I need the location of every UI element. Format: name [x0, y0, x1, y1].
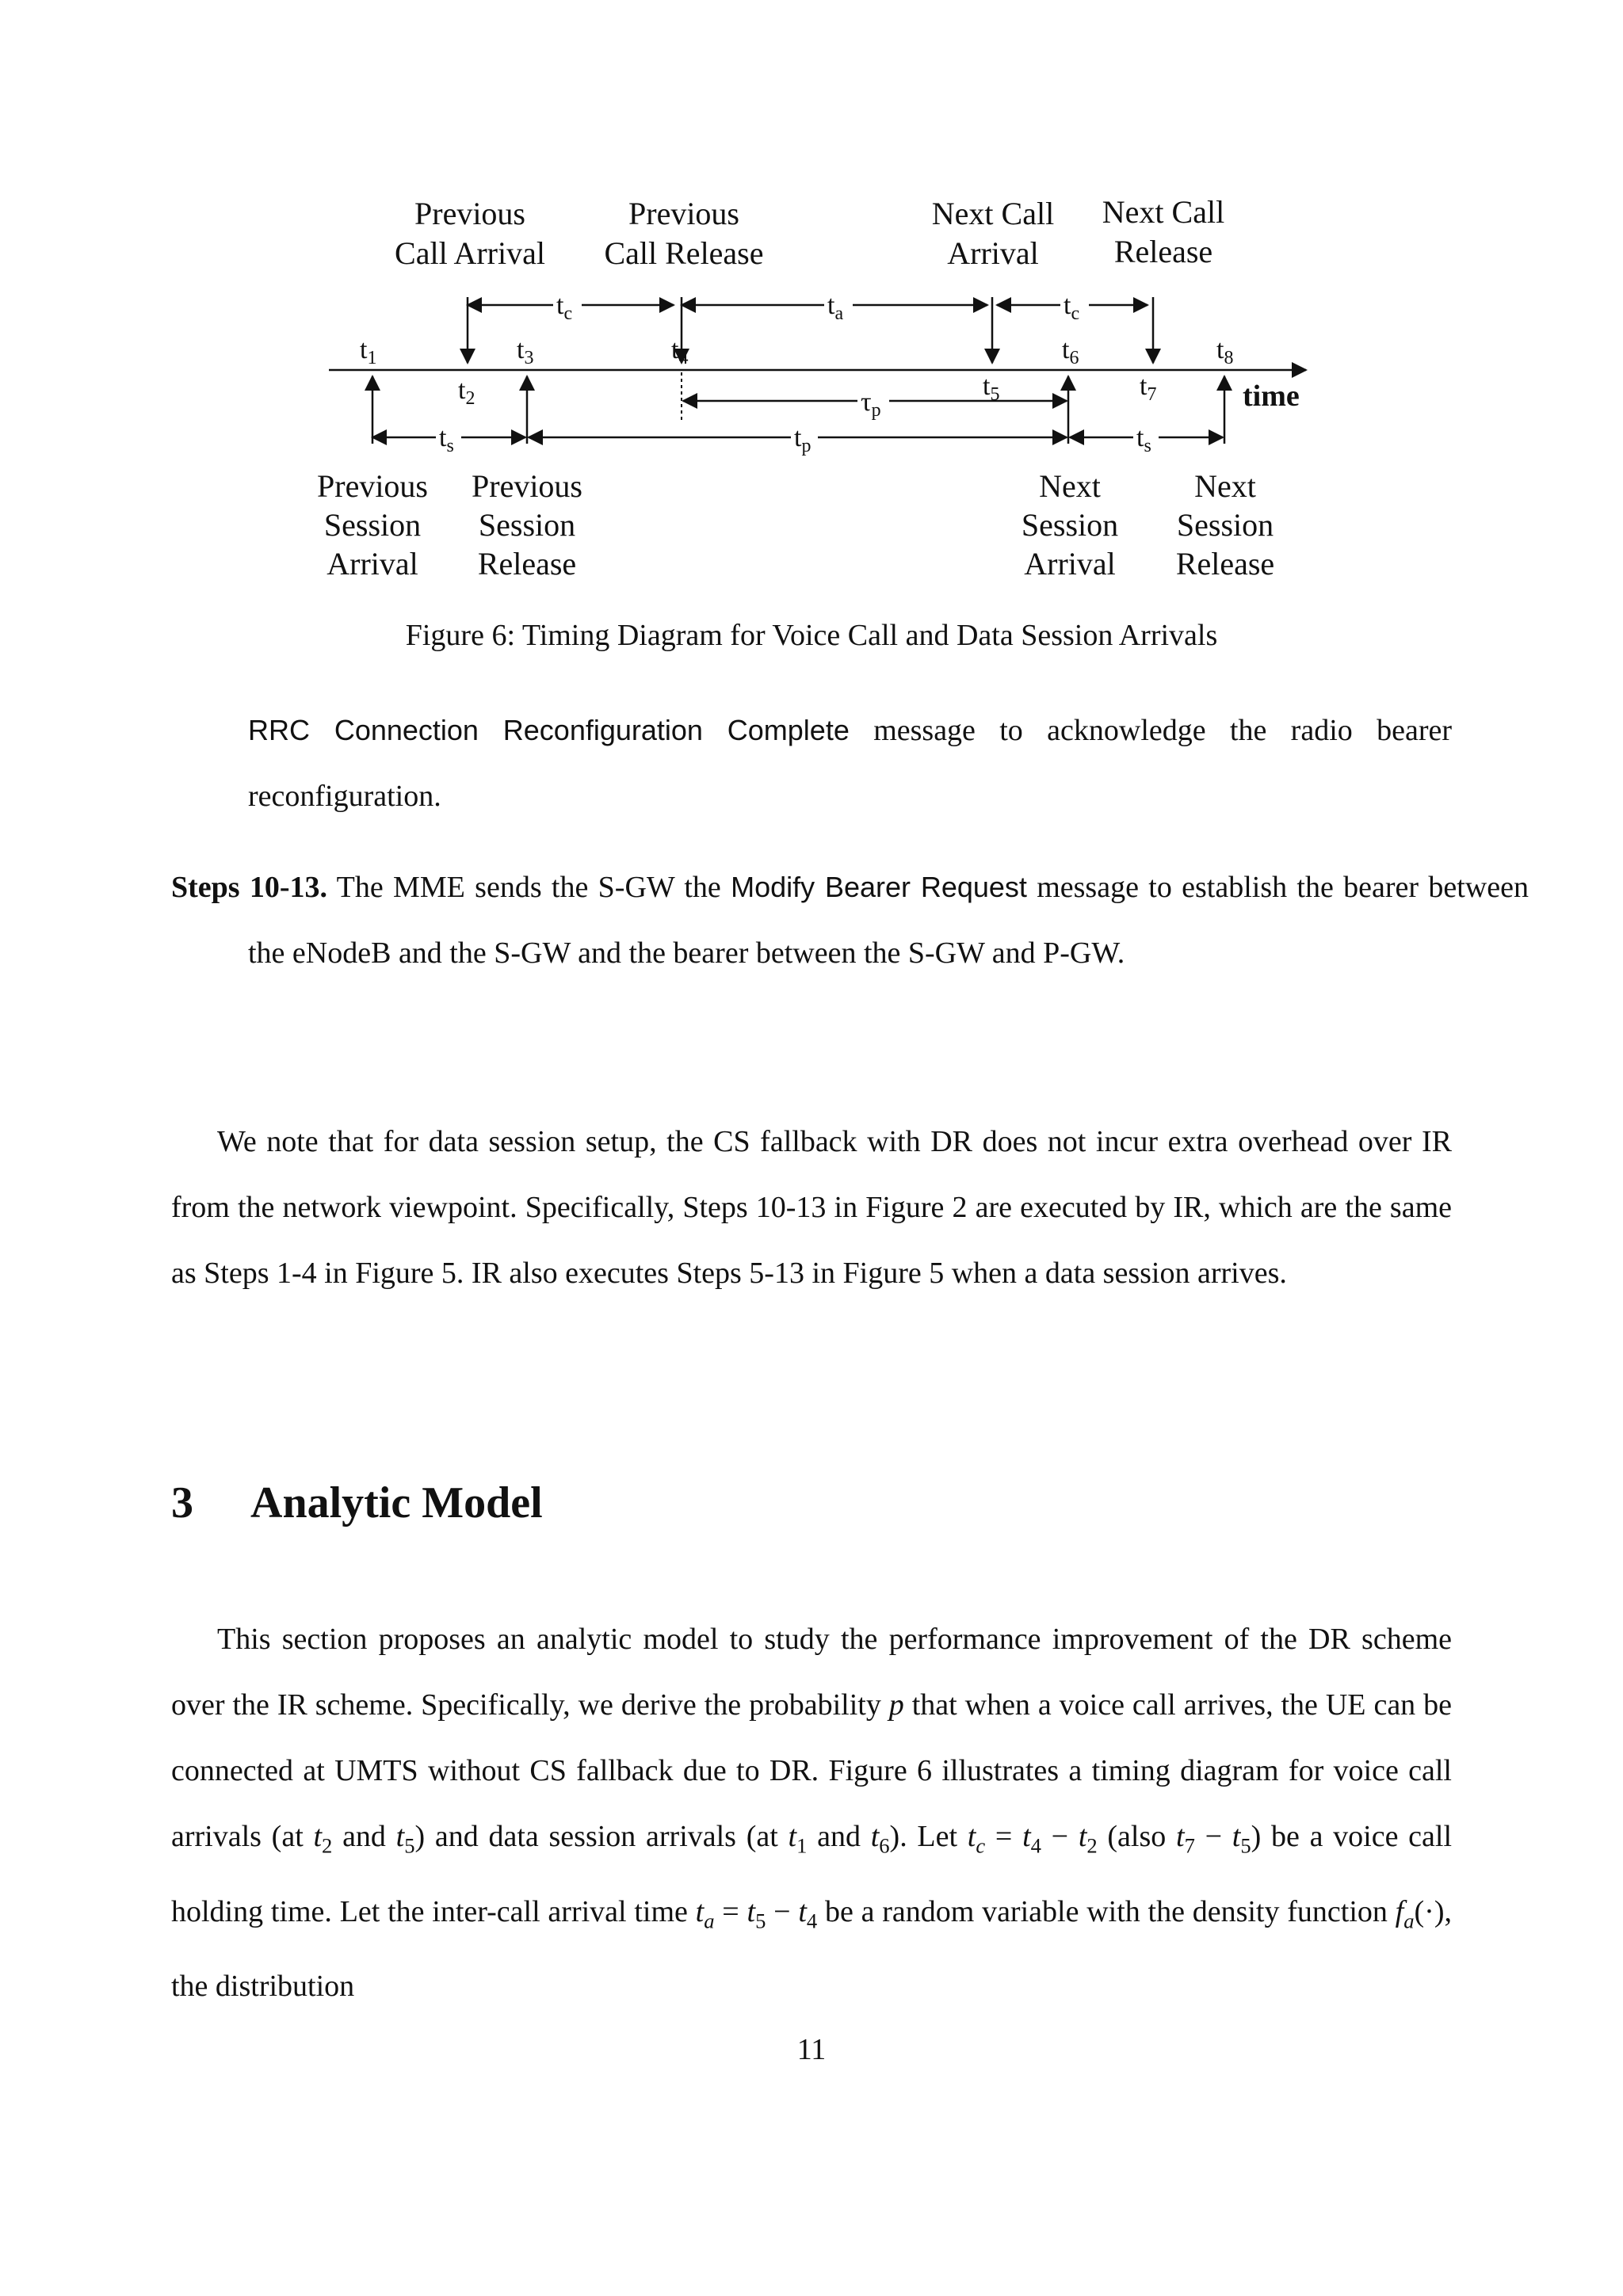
paragraph-steps — [171, 854, 1529, 986]
p3-c: and — [332, 1820, 396, 1853]
label-next-session-release-1: Next — [1194, 468, 1256, 504]
label-next-session-release-3: Release — [1175, 546, 1275, 582]
ta-label: $t_a$ — [827, 291, 844, 324]
paragraph-rrc-text: message to acknowledge the radio bearer reconfiguration. — [248, 714, 1453, 813]
var-p: p — [888, 1688, 904, 1722]
tc-label-1: $t_c$ — [556, 291, 573, 324]
m-t: t — [695, 1894, 705, 1928]
p3-i: (also — [1097, 1820, 1176, 1853]
ts-label-2: $t_s$ — [1136, 423, 1151, 456]
paragraph-analytic — [171, 1607, 1452, 2019]
m-t: t — [1078, 1820, 1087, 1853]
t4-label: $t_4$ — [671, 335, 689, 368]
m-s5: 5 — [404, 1833, 415, 1858]
p3-k: ) be a voice call holding time. Let the inter-call arrival time — [171, 1820, 1453, 1928]
m-t: t — [313, 1820, 323, 1853]
m-s2: 2 — [322, 1833, 333, 1858]
label-prev-session-arrival-2: Session — [323, 507, 422, 543]
steps-text-b: message to establish the bearer between the eNodeB and the S-GW and the bearer between the S-GW and P-GW. — [248, 871, 1529, 970]
t2-label: $t_2$ — [458, 376, 475, 409]
taup-label: $\tau_p$ — [861, 387, 881, 421]
p3-j: − — [1194, 1820, 1232, 1853]
label-prev-call-release-2: Call Release — [604, 235, 764, 271]
timing-diagram — [301, 182, 1331, 594]
t3-label: $t_3$ — [517, 335, 534, 368]
m-s2: 2 — [1086, 1833, 1098, 1858]
m-s1: 1 — [796, 1833, 808, 1858]
label-next-call-release-1: Next Call — [1102, 194, 1225, 230]
section-number: 3 — [171, 1478, 193, 1527]
label-prev-call-arrival-2: Call Arrival — [395, 235, 545, 271]
label-next-session-arrival-1: Next — [1039, 468, 1101, 504]
label-next-session-release-2: Session — [1176, 507, 1274, 543]
paragraph-note: We note that for data session setup, the CS fallback with DR does not incur extra overhead over IR from the network viewpoint. Specifically, Steps 10-13 in Figure 2 are executed by IR, which are the same as Steps 1-4 in Figure 5. IR also executes Steps 5-13 in Figure 5 when a data session arrives. — [171, 1125, 1452, 1290]
p3-a: This section proposes an analytic model to study the performance improvement of the DR scheme over the IR scheme. Specifically, we derive the probability — [171, 1623, 1452, 1722]
m-sc: c — [976, 1833, 986, 1858]
p3-l: = — [714, 1894, 747, 1928]
figure-caption: Figure 6: Timing Diagram for Voice Call and Data Session Arrivals — [405, 619, 1218, 652]
m-t: t — [395, 1820, 405, 1853]
m-s4: 4 — [1030, 1833, 1041, 1858]
tp-label: $t_p$ — [794, 423, 812, 456]
page-number: 11 — [796, 2033, 827, 2066]
p3-e: and — [807, 1820, 871, 1853]
m-t: t — [870, 1820, 880, 1853]
p3-d: ) and data session arrivals (at — [414, 1820, 789, 1853]
m-sa: a — [704, 1909, 715, 1933]
m-t: t — [1232, 1820, 1241, 1853]
label-prev-session-release-1: Previous — [472, 468, 582, 504]
label-prev-session-release-3: Release — [477, 546, 577, 582]
t8-label: $t_8$ — [1216, 335, 1234, 368]
modify-bearer-message: Modify Bearer Request — [731, 871, 1027, 903]
p3-f: ). Let — [889, 1820, 968, 1853]
m-t: t — [1022, 1820, 1031, 1853]
m-t: t — [967, 1820, 976, 1853]
label-next-call-arrival-2: Arrival — [947, 235, 1039, 271]
label-prev-session-arrival-3: Arrival — [327, 546, 418, 582]
p3-b: that when a voice call arrives, the UE can be connected at UMTS without CS fallback due to DR. Figure 6 illustrates a timing diagram for voice call arrivals (at — [171, 1688, 1452, 1853]
time-axis-label: time — [1243, 379, 1300, 413]
steps-label: Steps 10-13. — [171, 871, 328, 904]
m-s4: 4 — [806, 1909, 818, 1933]
t7-label: $t_7$ — [1140, 372, 1157, 405]
t6-label: $t_6$ — [1062, 335, 1079, 368]
ts-label-1: $t_s$ — [439, 423, 454, 456]
tc-label-2: $t_c$ — [1064, 291, 1080, 324]
p3-n: be a random variable with the density function — [817, 1894, 1396, 1928]
label-prev-session-release-2: Session — [478, 507, 576, 543]
p3-h: − — [1041, 1820, 1079, 1853]
section-heading — [171, 1478, 543, 1528]
m-t: t — [798, 1894, 807, 1928]
m-sa: a — [1403, 1909, 1415, 1933]
rrc-message-name: RRC Connection Reconfiguration Complete — [248, 714, 850, 746]
label-next-call-arrival-1: Next Call — [931, 196, 1055, 231]
m-t: t — [747, 1894, 756, 1928]
m-s5: 5 — [1240, 1833, 1251, 1858]
label-next-call-release-2: Release — [1113, 234, 1213, 269]
steps-text-a: The MME sends the S-GW the — [327, 871, 731, 904]
label-next-session-arrival-2: Session — [1021, 507, 1119, 543]
m-s7: 7 — [1184, 1833, 1195, 1858]
m-s5: 5 — [755, 1909, 766, 1933]
p3-m: − — [766, 1894, 799, 1928]
m-f: f — [1395, 1894, 1404, 1928]
t1-label: $t_1$ — [360, 335, 377, 368]
paragraph-rrc — [248, 697, 1452, 830]
m-t: t — [1176, 1820, 1185, 1853]
label-next-session-arrival-3: Arrival — [1024, 546, 1116, 582]
p3-o: (·), the distribution — [171, 1894, 1452, 2004]
section-title: Analytic Model — [250, 1478, 543, 1527]
label-prev-call-arrival-1: Previous — [414, 196, 525, 231]
m-t: t — [788, 1820, 797, 1853]
p3-g: = — [985, 1820, 1023, 1853]
label-prev-session-arrival-1: Previous — [317, 468, 428, 504]
m-s6: 6 — [879, 1833, 890, 1858]
t5-label: $t_5$ — [983, 372, 1000, 405]
label-prev-call-release-1: Previous — [628, 196, 739, 231]
